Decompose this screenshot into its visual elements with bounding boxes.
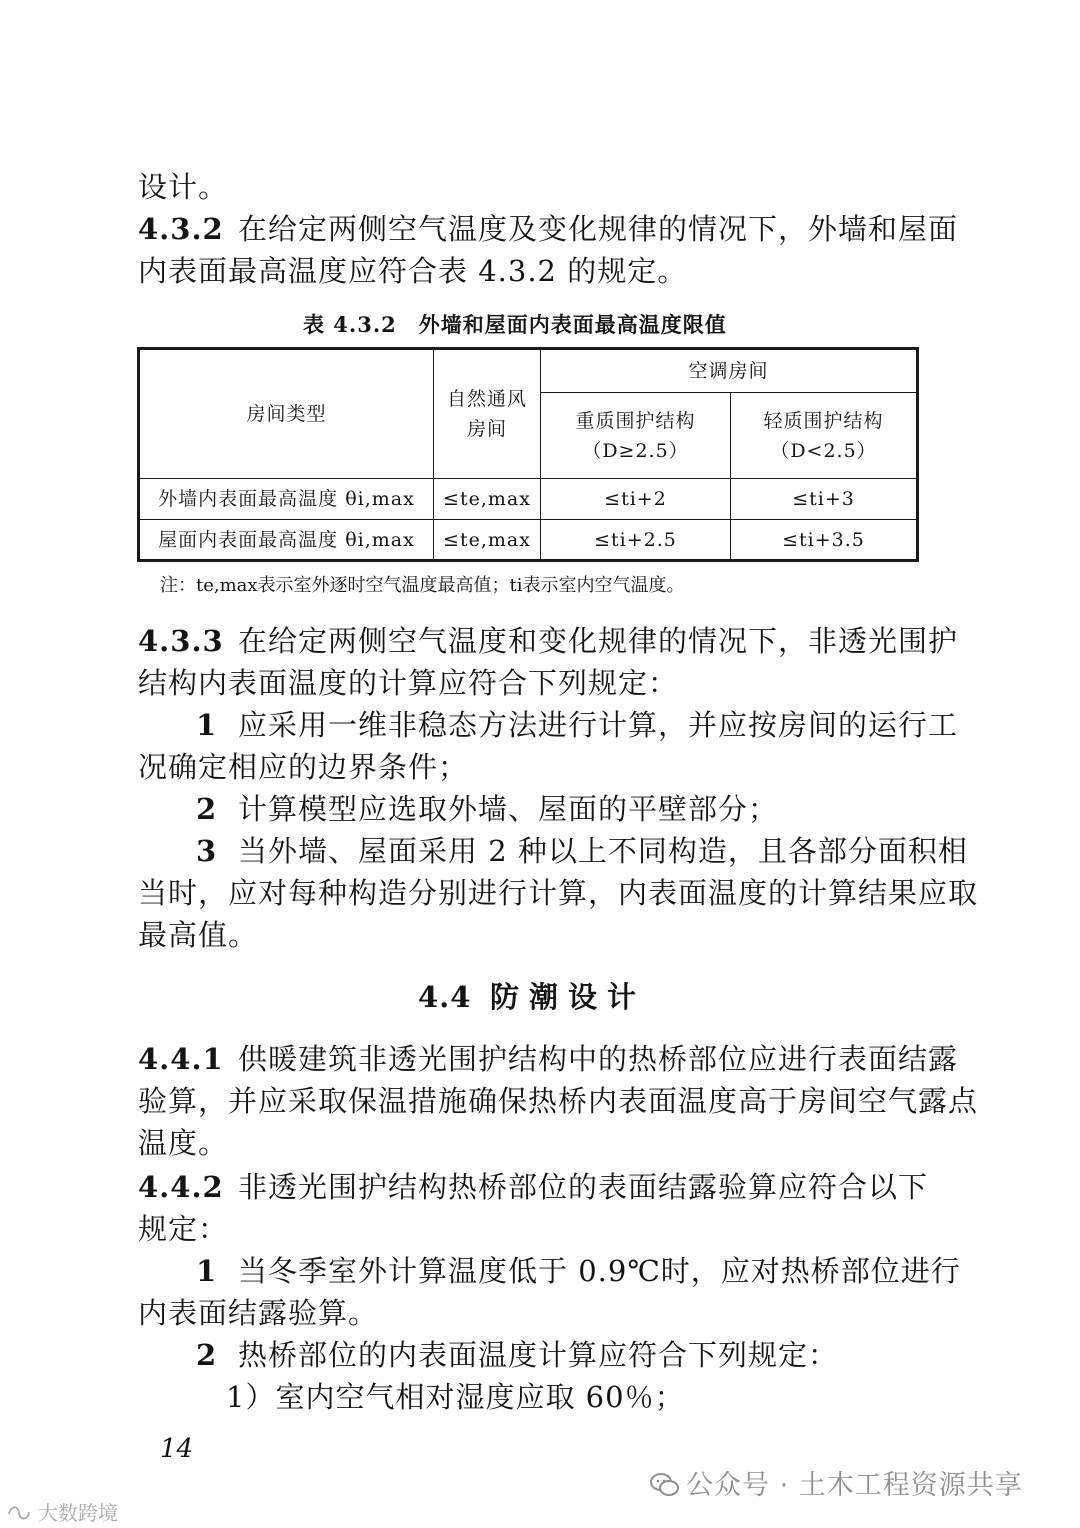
table-row (139, 520, 918, 561)
temperature-limit-table (137, 347, 919, 562)
paragraph-line: 验算，并应采取保温措施确保热桥内表面温度高于房间空气露点 (138, 1084, 979, 1118)
clause-number: 4.4.2 (138, 1170, 224, 1204)
header-room-type: 房间类型 (139, 349, 434, 479)
header-heavy-envelope (541, 393, 731, 479)
paragraph-line: 结构内表面温度的计算应符合下列规定： (138, 666, 679, 700)
table-row (139, 479, 918, 520)
corner-watermark (6, 1497, 118, 1526)
paragraph-line: 供暖建筑非透光围护结构中的热桥部位应进行表面结露 (238, 1042, 959, 1076)
header-natural-line1: 自然通风 (446, 388, 527, 410)
cell-light: ≤ti+3.5 (731, 520, 918, 561)
cell-heavy: ≤ti+2 (541, 479, 731, 520)
paragraph-line: 应采用一维非稳态方法进行计算，并应按房间的运行工 (238, 708, 959, 742)
section-title: 防潮设计 (490, 980, 647, 1014)
page-number: 14 (160, 1434, 194, 1464)
header-light-envelope (731, 393, 918, 479)
clause-number: 4.4.1 (138, 1042, 224, 1076)
header-heavy-line2: （D≥2.5） (582, 439, 689, 462)
paragraph-line: 规定： (138, 1212, 229, 1246)
item-number: 3 (196, 834, 218, 868)
item-number: 1 (196, 708, 218, 742)
cell-natural: ≤te,max (434, 520, 541, 561)
wechat-icon (650, 1472, 680, 1498)
section-number: 4.4 (418, 980, 472, 1014)
header-light-line1: 轻质围护结构 (763, 409, 884, 432)
item-number: 2 (196, 1338, 218, 1372)
header-heavy-line1: 重质围护结构 (575, 409, 696, 432)
header-natural-line2: 房间 (466, 418, 507, 440)
clause-number: 4.3.2 (138, 212, 224, 246)
cell-natural: ≤te,max (434, 479, 541, 520)
paragraph-line: 温度。 (138, 1126, 229, 1160)
paragraph-line: 当外墙、屋面采用 2 种以上不同构造，且各部分面积相 (238, 834, 968, 868)
header-light-line2: （D<2.5） (770, 439, 877, 462)
item-number: 2 (196, 792, 218, 826)
paragraph-line: 设计。 (138, 170, 229, 204)
paragraph-line: 内表面最高温度应符合表 4.3.2 的规定。 (138, 254, 688, 288)
sub-item: 1）室内空气相对湿度应取 60％； (226, 1380, 685, 1414)
wechat-watermark (650, 1463, 1023, 1502)
paragraph-line: 热桥部位的内表面温度计算应符合下列规定： (238, 1338, 839, 1372)
paragraph-line: 最高值。 (138, 918, 259, 952)
item-number: 1 (196, 1254, 218, 1288)
cell-light: ≤ti+3 (731, 479, 918, 520)
paragraph-line: 在给定两侧空气温度和变化规律的情况下，非透光围护 (238, 624, 959, 658)
logo-icon (6, 1502, 32, 1524)
row-label: 外墙内表面最高温度 θi,max (139, 479, 434, 520)
watermark-text: 公众号 · 土木工程资源共享 (686, 1470, 1023, 1501)
clause-number: 4.3.3 (138, 624, 224, 658)
paragraph-line: 况确定相应的边界条件； (138, 750, 469, 784)
header-natural-ventilation (434, 349, 541, 479)
header-air-conditioned: 空调房间 (541, 349, 918, 393)
paragraph-line: 当冬季室外计算温度低于 0.9℃时，应对热桥部位进行 (238, 1254, 961, 1288)
paragraph-line: 非透光围护结构热桥部位的表面结露验算应符合以下 (238, 1170, 929, 1204)
corner-watermark-text: 大数跨境 (38, 1501, 118, 1525)
paragraph-line: 内表面结露验算。 (138, 1296, 379, 1330)
table-note: 注：te,max表示室外逐时空气温度最高值；ti表示室内空气温度。 (160, 575, 685, 596)
table-title: 表 4.3.2 外墙和屋面内表面最高温度限值 (303, 312, 727, 337)
paragraph-line: 当时，应对每种构造分别进行计算，内表面温度的计算结果应取 (138, 876, 979, 910)
cell-heavy: ≤ti+2.5 (541, 520, 731, 561)
paragraph-line: 在给定两侧空气温度及变化规律的情况下，外墙和屋面 (238, 212, 959, 246)
paragraph-line: 计算模型应选取外墙、屋面的平壁部分； (238, 792, 779, 826)
row-label: 屋面内表面最高温度 θi,max (139, 520, 434, 561)
